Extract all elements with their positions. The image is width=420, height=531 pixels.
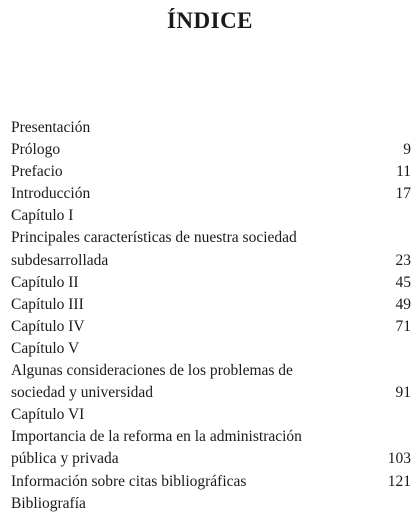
toc-entry-label: Algunas consideraciones de los problemas de	[11, 362, 293, 380]
toc-entry-label: pública y privada	[11, 450, 119, 468]
toc-entry-citas	[11, 471, 411, 493]
toc-entry-label: Bibliografía	[11, 494, 86, 512]
toc-entry-label: Capítulo V	[11, 339, 80, 357]
toc-entry-introduccion	[11, 183, 411, 205]
toc-entry-label: Capítulo IV	[11, 317, 85, 335]
toc-entry-capitulo-5-title-cont	[11, 382, 411, 404]
toc-entry-label: Prólogo	[11, 141, 61, 159]
table-of-contents	[11, 117, 411, 515]
toc-entry-capitulo-4	[11, 316, 411, 338]
toc-entry-label: Importancia de la reforma en la administración	[11, 428, 302, 446]
toc-entry-prologo	[11, 139, 411, 161]
toc-entry-label: subdesarrollada	[11, 251, 109, 269]
toc-entry-page: 91	[395, 384, 411, 402]
toc-entry-capitulo-2	[11, 272, 411, 294]
toc-entry-label: sociedad y universidad	[11, 384, 154, 402]
toc-entry-capitulo-5	[11, 338, 411, 360]
toc-entry-label: Introducción	[11, 185, 91, 203]
toc-entry-capitulo-1	[11, 205, 411, 227]
toc-entry-label: Presentación	[11, 119, 91, 136]
toc-entry-label: Capítulo III	[11, 295, 84, 313]
toc-entry-capitulo-6	[11, 404, 411, 426]
toc-entry-label: Principales características de nuestra sociedad	[11, 229, 297, 247]
toc-entry-capitulo-1-title-cont	[11, 250, 411, 272]
toc-entry-label: Información sobre citas bibliográficas	[11, 472, 247, 490]
toc-entry-prefacio	[11, 161, 411, 183]
toc-entry-page: 11	[396, 163, 411, 181]
page-title: ÍNDICE	[166, 8, 254, 33]
toc-entry-page: 103	[387, 450, 411, 468]
toc-entry-capitulo-6-title-cont	[11, 448, 411, 470]
toc-entry-page: 49	[395, 295, 411, 313]
toc-entry-page: 9	[403, 141, 411, 159]
toc-entry-capitulo-1-title	[11, 227, 411, 249]
toc-entry-capitulo-6-title	[11, 426, 411, 448]
toc-entry-page: 23	[395, 251, 411, 269]
toc-entry-capitulo-5-title	[11, 360, 411, 382]
toc-entry-presentacion	[11, 117, 411, 139]
toc-entry-page: 17	[395, 185, 411, 203]
toc-entry-capitulo-3	[11, 294, 411, 316]
toc-entry-page: 71	[395, 317, 411, 335]
toc-entry-label: Capítulo I	[11, 207, 74, 225]
toc-entry-bibliografia	[11, 493, 411, 515]
toc-entry-label: Prefacio	[11, 163, 63, 181]
toc-entry-page: 121	[387, 472, 411, 490]
toc-entry-label: Capítulo II	[11, 273, 79, 291]
toc-entry-page: 45	[395, 273, 411, 291]
toc-entry-label: Capítulo VI	[11, 406, 85, 424]
